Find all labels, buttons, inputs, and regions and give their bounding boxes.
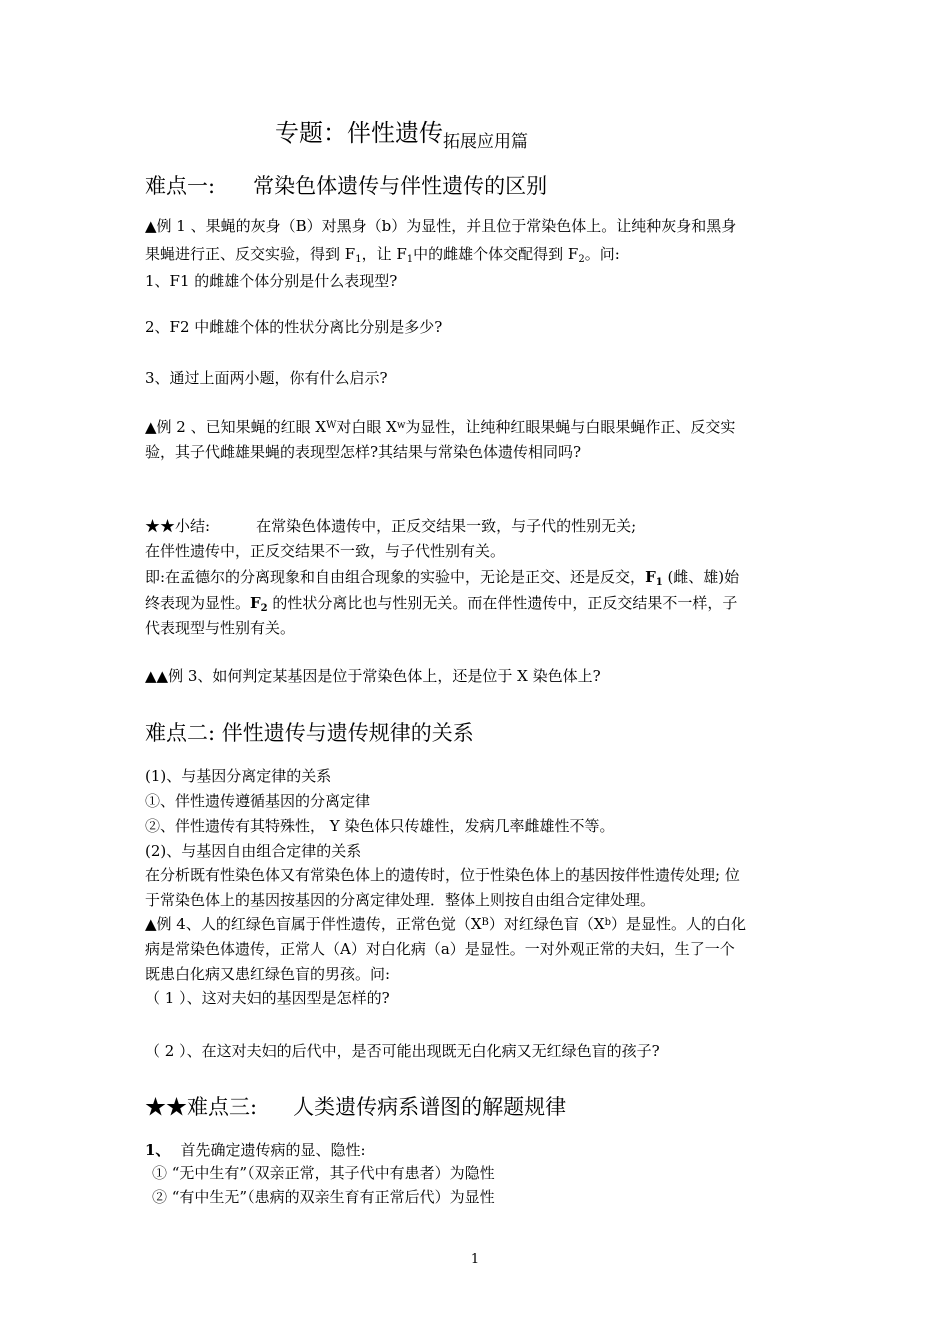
example2-line2: 验，其子代雌雄果蝇的表现型怎样?其结果与常染色体遗传相同吗? — [145, 443, 582, 461]
text: 为显性，让纯种红眼果蝇与白眼果蝇作正、反交实 — [405, 418, 736, 436]
text: ）对红绿色盲（X — [488, 915, 605, 933]
superscript: b — [604, 917, 611, 928]
text: ▲例 2 、已知果蝇的红眼 X — [145, 418, 327, 436]
text: 的性状分离比也与性别无关。而在伴性遗传中，正反交结果不一样，子 — [267, 594, 738, 612]
heading-label: ★★难点三: — [145, 1095, 258, 1119]
subscript: 1 — [406, 254, 414, 265]
example2-line1 — [145, 418, 735, 436]
subscript: 1 — [655, 577, 663, 588]
example1-question2: 2、F2 中雌雄个体的性状分离比分别是多少? — [145, 318, 443, 336]
summary-line4 — [145, 594, 737, 612]
text: 中的雌雄个体交配得到 F — [413, 245, 579, 263]
example3-line1: ▲▲例 3、如何判定某基因是位于常染色体上，还是位于 X 染色体上? — [145, 667, 601, 685]
summary-line5: 代表现型与性别有关。 — [145, 619, 296, 637]
text: F — [645, 568, 656, 586]
page-number: 1 — [470, 1252, 480, 1267]
superscript: w — [396, 420, 406, 431]
text: ）是显性。人的白化 — [610, 915, 746, 933]
example4-line2: 病是常染色体遗传，正常人（A）对白化病（a）是显性。一对外观正常的夫妇，生了一个 — [145, 940, 735, 958]
text: F — [250, 594, 261, 612]
heading-text: 常染色体遗传与伴性遗传的区别 — [253, 174, 548, 198]
title-main: 专题：伴性遗传 — [275, 119, 443, 147]
pedigree-line3: ② “有中生无”（患病的双亲生育有正常后代）为显性 — [152, 1188, 495, 1206]
summary-label: ★★小结: — [145, 517, 211, 535]
section-heading-1 — [145, 173, 547, 199]
summary-line2: 在伴性遗传中，正反交结果不一致，与子代性别有关。 — [145, 542, 506, 560]
subscript: 1 — [355, 254, 362, 265]
example1-question3: 3、通过上面两小题，你有什么启示? — [145, 369, 388, 387]
text: 终表现为显性。 — [145, 594, 251, 612]
pedigree-line2: ① “无中生有”（双亲正常，其子代中有患者）为隐性 — [152, 1164, 495, 1182]
rules-line4: (2)、与基因自由组合定律的关系 — [145, 842, 362, 860]
subscript: 2 — [578, 254, 585, 265]
text: 。问: — [584, 245, 620, 263]
section-heading-3 — [145, 1094, 566, 1120]
example4-line1 — [145, 915, 746, 933]
heading-label: 难点一: — [145, 174, 216, 198]
text: 对白眼 X — [336, 418, 397, 436]
pedigree-line1 — [145, 1141, 366, 1159]
text: ，让 F — [361, 245, 407, 263]
title-sub: 拓展应用篇 — [443, 132, 528, 152]
text: 果蝇进行正、反交实验，得到 F — [145, 245, 356, 263]
example4-question1: （ 1 ）、这对夫妇的基因型是怎样的? — [145, 989, 390, 1007]
superscript: W — [326, 420, 337, 431]
text: (雌、雄)始 — [662, 568, 740, 586]
rules-line6: 于常染色体上的基因按基因的分离定律处理．整体上则按自由组合定律处理。 — [145, 891, 656, 909]
example1-line2 — [145, 245, 620, 263]
example1-line1: ▲例 1 、果蝇的灰身（B）对黑身（b）为显性，并且位于常染色体上。让纯种灰身和黑身 — [145, 217, 737, 235]
text: 即:在孟德尔的分离现象和自由组合现象的实验中，无论是正交、还是反交， — [145, 568, 646, 586]
rules-line2: ➀、伴性遗传遵循基因的分离定律 — [145, 792, 371, 810]
example4-question2: （ 2 ）、在这对夫妇的后代中，是否可能出现既无白化病又无红绿色盲的孩子? — [145, 1042, 660, 1060]
page-title — [275, 118, 528, 151]
rules-line1: (1)、与基因分离定律的关系 — [145, 767, 332, 785]
text: 在常染色体遗传中，正反交结果一致，与子代的性别无关; — [256, 517, 637, 535]
summary-line1 — [145, 517, 636, 535]
text: 1、 — [145, 1141, 171, 1159]
rules-line3: ➁、伴性遗传有其特殊性， Y 染色体只传雄性，发病几率雌雄性不等。 — [145, 817, 615, 835]
text: ▲例 4、人的红绿色盲属于伴性遗传，正常色觉（X — [145, 915, 482, 933]
subscript: 2 — [260, 603, 268, 614]
section-heading-2: 难点二: 伴性遗传与遗传规律的关系 — [145, 721, 474, 745]
example4-line3: 既患白化病又患红绿色盲的男孩。问: — [145, 965, 391, 983]
example1-question1: 1、F1 的雌雄个体分别是什么表现型? — [145, 272, 398, 290]
superscript: B — [481, 917, 489, 928]
heading-text: 人类遗传病系谱图的解题规律 — [293, 1095, 567, 1119]
text: 首先确定遗传病的显、隐性: — [180, 1141, 366, 1159]
summary-line3 — [145, 568, 739, 586]
rules-line5: 在分析既有性染色体又有常染色体上的遗传时，位于性染色体上的基因按伴性遗传处理; 位 — [145, 866, 740, 884]
